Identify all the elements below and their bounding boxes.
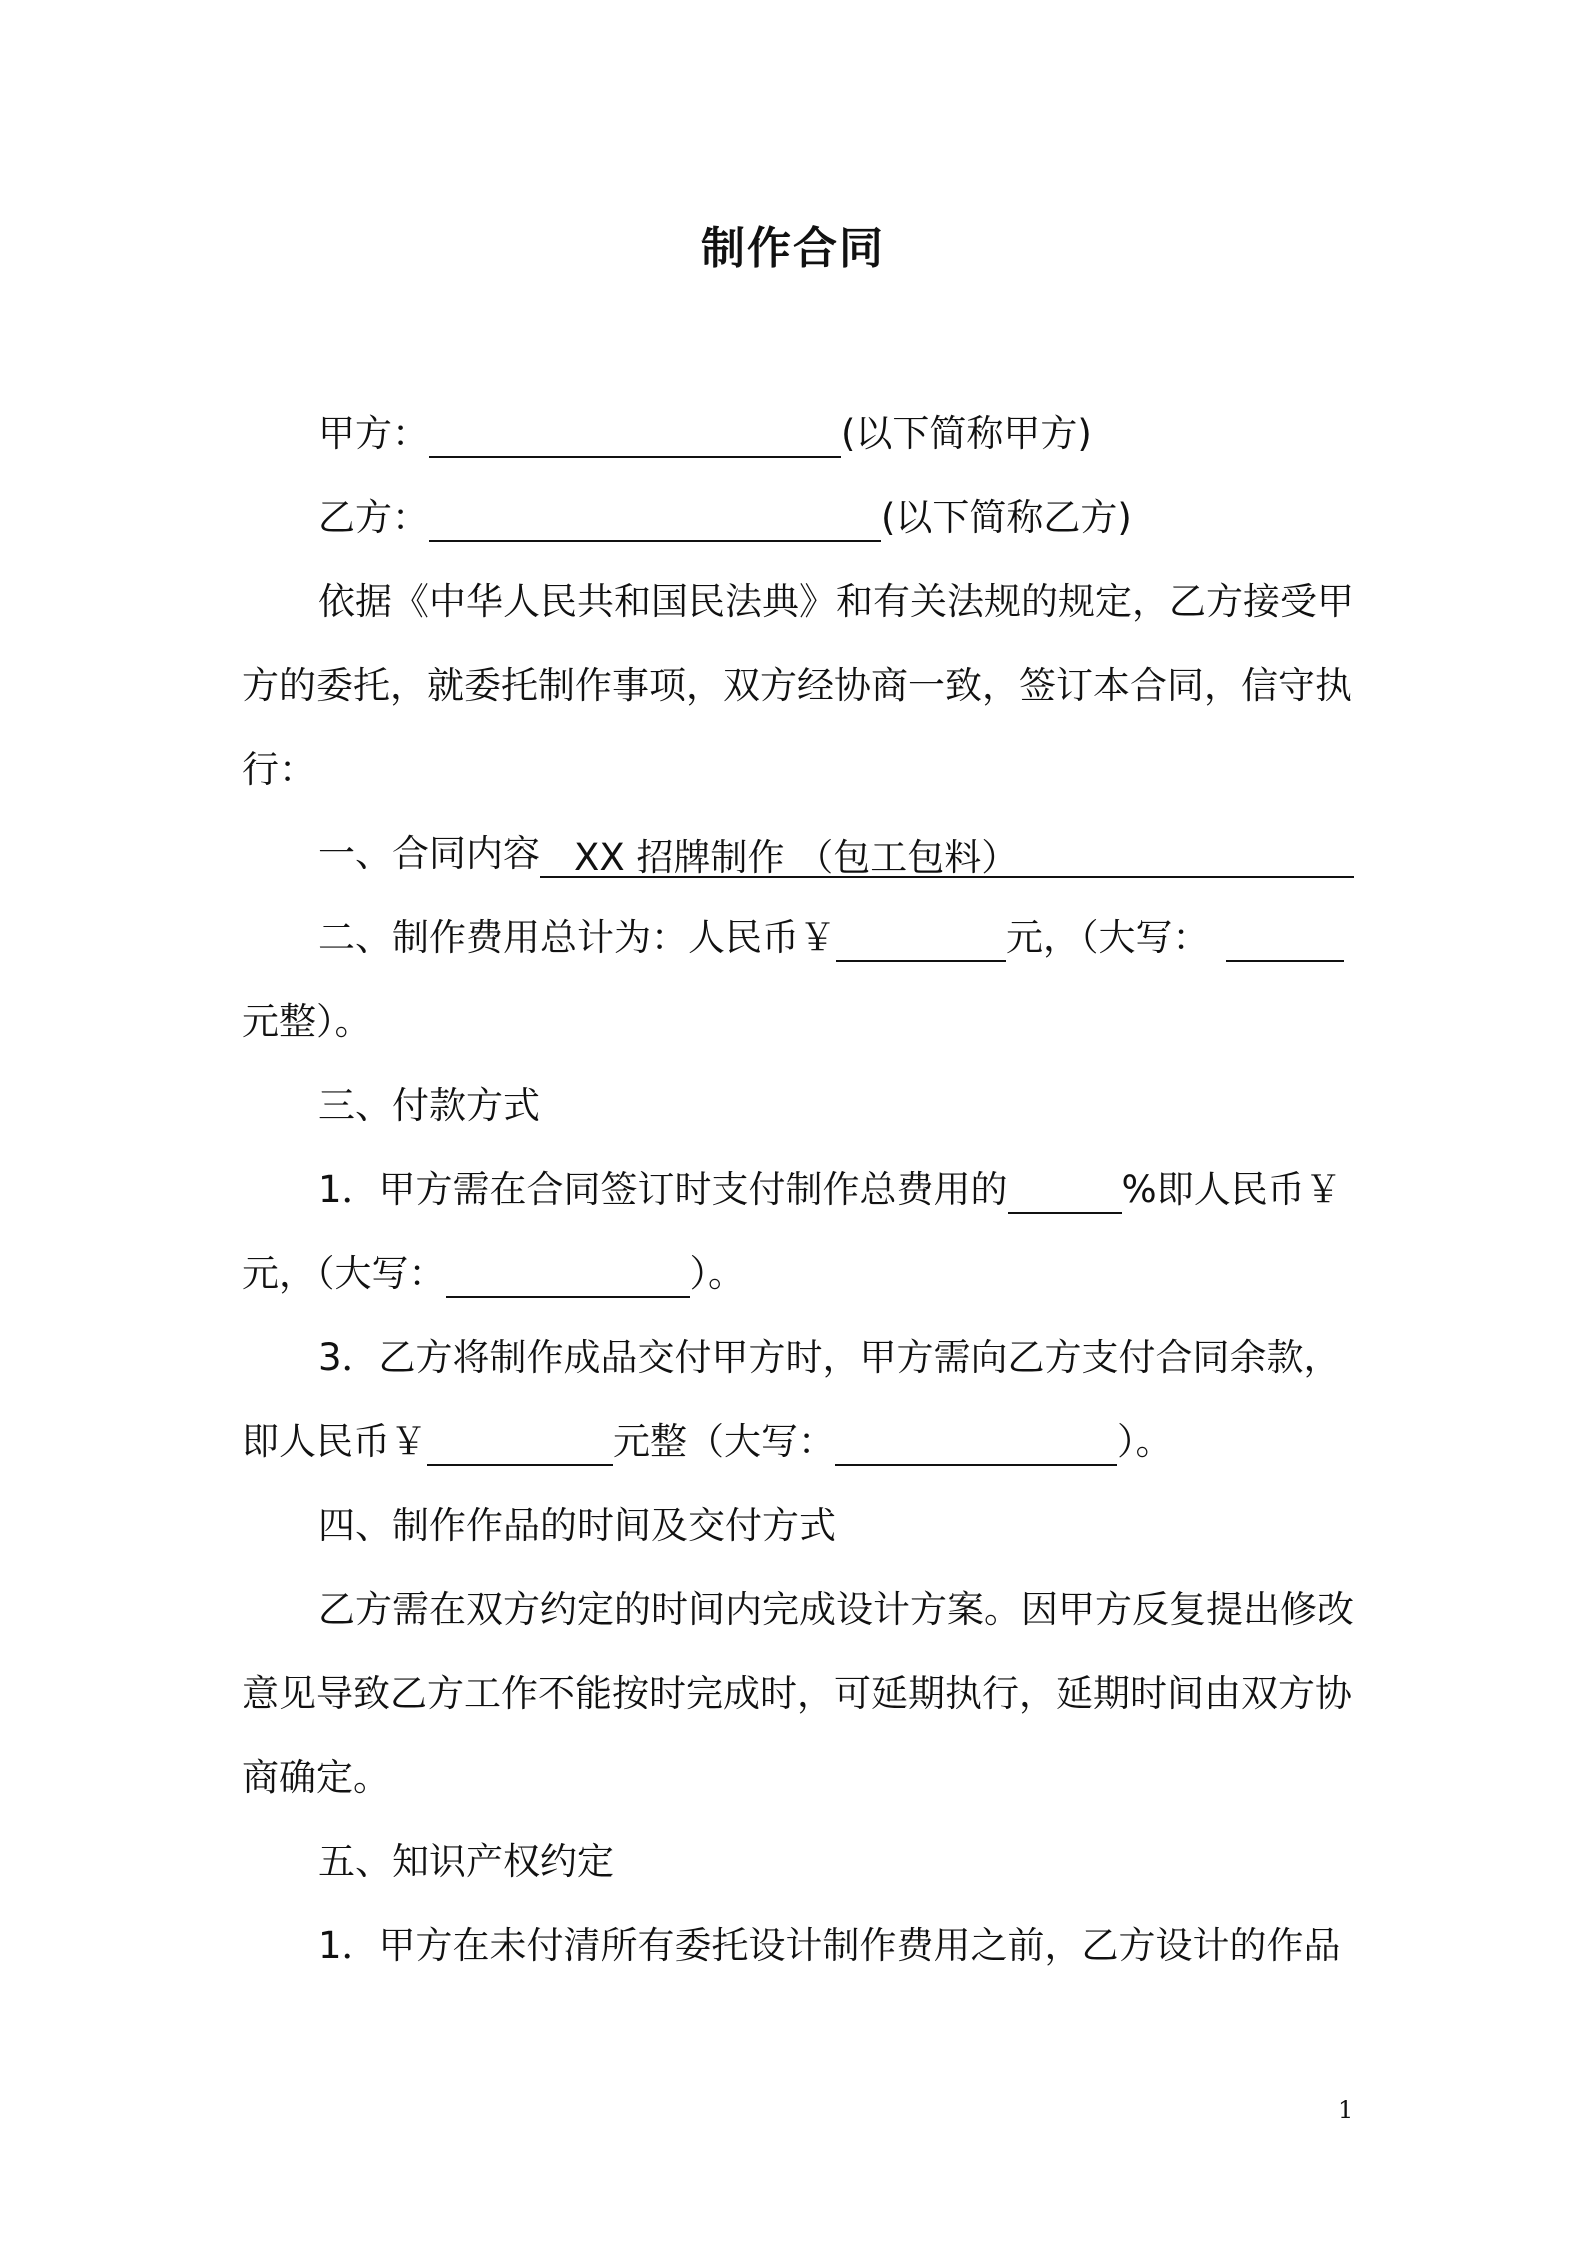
section-2-text-1: 二、制作费用总计为：人民币￥ — [318, 916, 836, 959]
section-4-heading: 四、制作作品的时间及交付方式 — [318, 1504, 836, 1547]
payment-item-3-line-2 — [242, 1418, 1173, 1466]
section-2-line — [318, 914, 1344, 962]
payment-item-3-text-4: ）。 — [1117, 1420, 1173, 1463]
section-2-text-3: 元整）。 — [242, 1000, 372, 1043]
payment-item-1-text-3: 元，（大写： — [242, 1252, 446, 1295]
balance-amount-blank[interactable] — [427, 1420, 613, 1466]
payment-item-1-text-4: ）。 — [689, 1252, 745, 1295]
payment-percent-blank[interactable] — [1008, 1168, 1122, 1214]
document-title: 制作合同 — [701, 223, 885, 274]
contract-content-value: XX 招牌制作 （包工包料） — [574, 836, 1019, 879]
section-3-heading: 三、付款方式 — [318, 1084, 540, 1127]
payment-item-1-text-1: 1．甲方需在合同签订时支付制作总费用的 — [318, 1168, 1008, 1211]
party-a-blank[interactable] — [429, 412, 841, 458]
section-4-line-2: 意见导致乙方工作不能按时完成时，可延期执行，延期时间由双方协 — [242, 1672, 1352, 1715]
party-b-blank[interactable] — [429, 496, 881, 542]
section-4-line-1: 乙方需在双方约定的时间内完成设计方案。因甲方反复提出修改 — [318, 1588, 1354, 1631]
party-a-line — [318, 410, 1092, 458]
page-number: 1 — [1338, 2096, 1354, 2124]
intro-line-3: 行： — [242, 748, 316, 791]
party-a-note: (以下简称甲方) — [841, 412, 1092, 455]
contract-content-field[interactable] — [540, 834, 1354, 878]
party-b-note: (以下简称乙方) — [881, 496, 1132, 539]
payment-item-3-text-3: 元整（大写： — [613, 1420, 835, 1463]
payment-item-3-line-1: 3．乙方将制作成品交付甲方时，甲方需向乙方支付合同余款， — [318, 1336, 1341, 1379]
party-b-label: 乙方： — [318, 496, 429, 539]
balance-uppercase-blank[interactable] — [835, 1420, 1117, 1466]
payment-item-1-text-2: %即人民币￥ — [1121, 1168, 1342, 1211]
intro-line-1: 依据《中华人民共和国民法典》和有关法规的规定，乙方接受甲 — [318, 580, 1354, 623]
party-a-label: 甲方： — [318, 412, 429, 455]
section-1-label: 一、合同内容 — [318, 832, 540, 875]
intro-line-2: 方的委托，就委托制作事项，双方经协商一致，签订本合同，信守执 — [242, 664, 1352, 707]
section-5-heading: 五、知识产权约定 — [318, 1840, 614, 1883]
payment-item-1-line — [318, 1166, 1342, 1214]
section-1-line — [318, 830, 1354, 878]
payment-item-1-uppercase-blank[interactable] — [446, 1252, 690, 1298]
section-2-text-2: 元，（大写： — [1006, 916, 1210, 959]
section-4-line-3: 商确定。 — [242, 1756, 390, 1799]
total-fee-uppercase-blank[interactable] — [1226, 916, 1344, 962]
party-b-line — [318, 494, 1132, 542]
payment-item-1-line-2 — [242, 1250, 745, 1298]
total-fee-blank[interactable] — [836, 916, 1006, 962]
payment-item-3-text-2: 即人民币￥ — [242, 1420, 427, 1463]
section-5-item-1-line-1: 1．甲方在未付清所有委托设计制作费用之前，乙方设计的作品 — [318, 1924, 1341, 1967]
